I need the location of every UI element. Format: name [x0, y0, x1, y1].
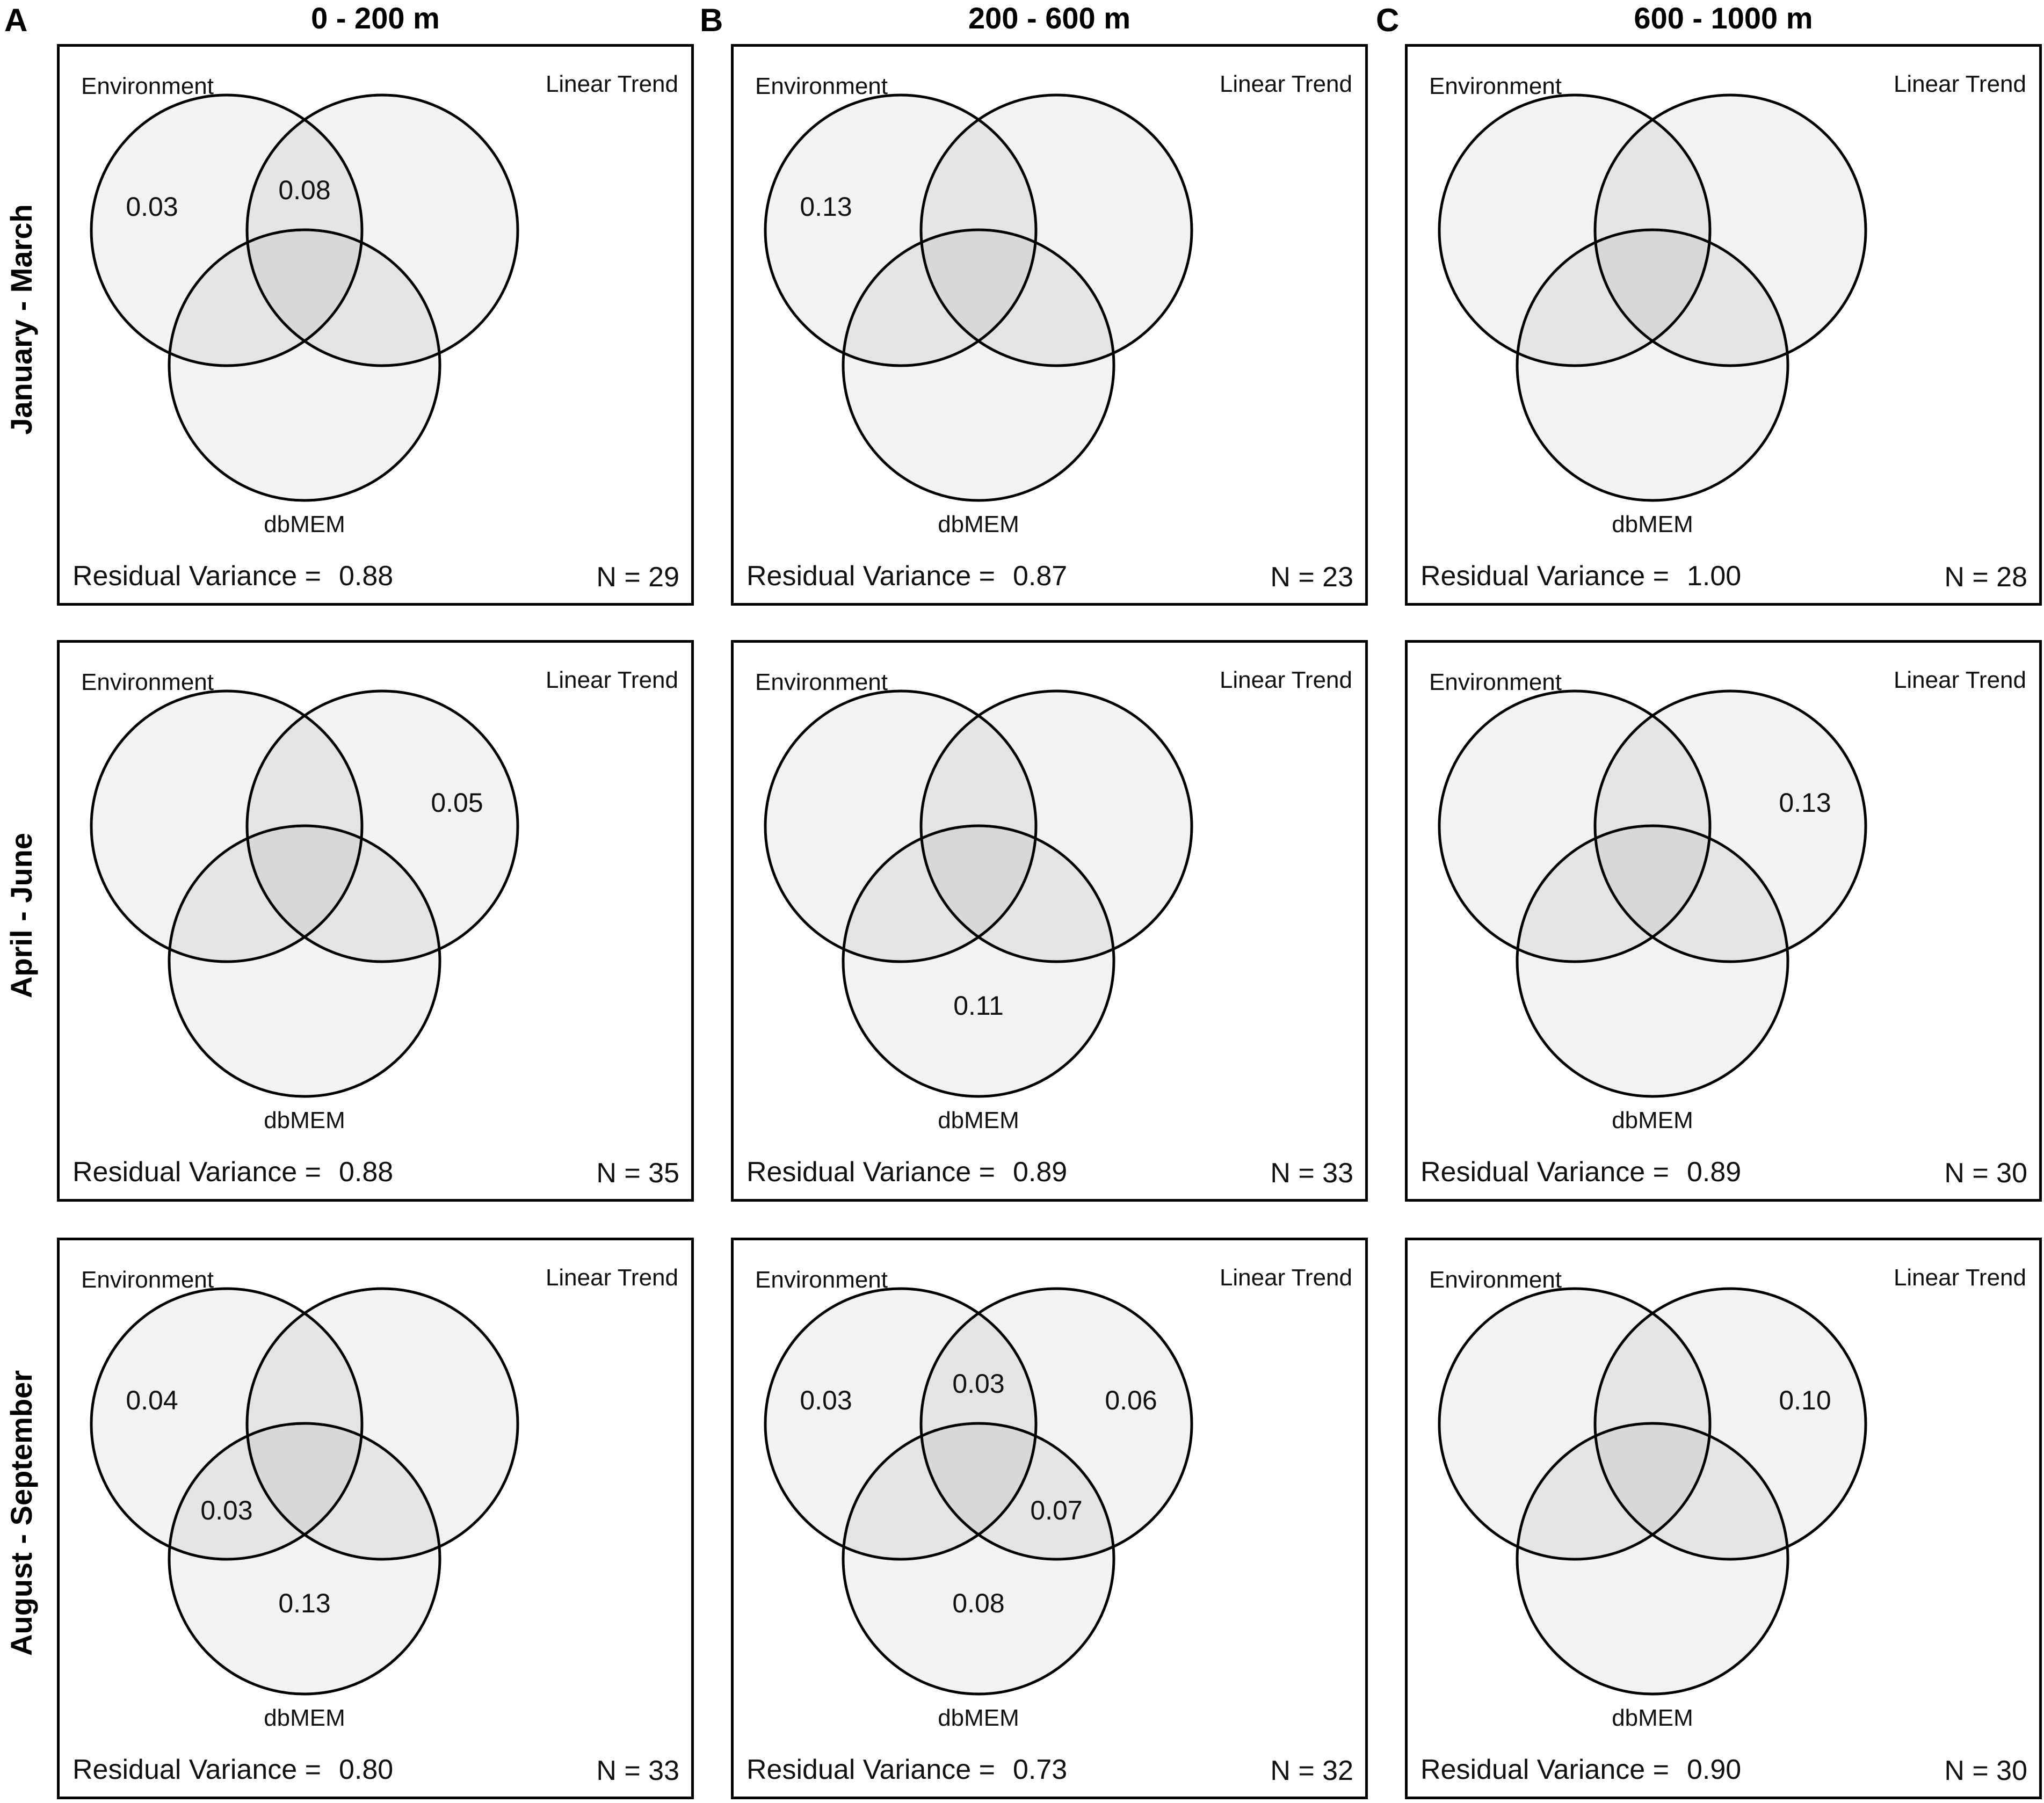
- residual-variance-label: Residual Variance =: [1420, 1157, 1669, 1188]
- dbmem-label: dbMEM: [938, 511, 1019, 537]
- venn-panel: [1405, 640, 2042, 1202]
- venn-panel: [731, 640, 1368, 1202]
- venn-panel: [57, 640, 694, 1202]
- residual-variance-label: Residual Variance =: [1420, 561, 1669, 592]
- region-value-env-only: 0.04: [126, 1385, 178, 1415]
- residual-variance-value: 0.88: [339, 561, 394, 592]
- venn-diagram: [60, 643, 697, 1204]
- dbmem-label: dbMEM: [264, 1705, 345, 1731]
- sample-size: N = 30: [1944, 1755, 2027, 1786]
- venn-diagram: [1408, 643, 2044, 1204]
- venn-panel: [57, 1238, 694, 1799]
- venn-panel: [1405, 44, 2042, 606]
- residual-variance-label: Residual Variance =: [746, 1157, 995, 1188]
- residual-variance-label: Residual Variance =: [73, 561, 321, 592]
- region-value-dbmem-only: 0.13: [278, 1588, 331, 1618]
- dbmem-label: dbMEM: [1612, 1107, 1693, 1133]
- region-value-trend-dbmem: 0.07: [1030, 1495, 1083, 1525]
- residual-variance-value: 0.73: [1013, 1754, 1068, 1785]
- venn-diagram: [734, 643, 1371, 1204]
- residual-variance-label: Residual Variance =: [1420, 1754, 1669, 1785]
- column-header: 200 - 600 m: [968, 1, 1130, 35]
- venn-panel: [731, 1238, 1368, 1799]
- panel-letter-c: C: [1376, 2, 1400, 38]
- venn-diagram: [734, 47, 1371, 608]
- linear-trend-label: Linear Trend: [1219, 71, 1352, 97]
- sample-size: N = 33: [596, 1755, 679, 1786]
- venn-panel: [57, 44, 694, 606]
- venn-diagram: [60, 47, 697, 608]
- region-value-env-only: 0.03: [800, 1385, 852, 1415]
- dbmem-label: dbMEM: [1612, 511, 1693, 537]
- sample-size: N = 32: [1270, 1755, 1353, 1786]
- sample-size: N = 29: [596, 562, 679, 593]
- residual-variance-label: Residual Variance =: [73, 1157, 321, 1188]
- sample-size: N = 30: [1944, 1158, 2027, 1189]
- environment-label: Environment: [755, 73, 888, 99]
- row-label: April - June: [4, 832, 38, 999]
- venn-diagram: [1408, 1240, 2044, 1802]
- residual-variance-value: 0.90: [1687, 1754, 1742, 1785]
- row-label: August - September: [4, 1370, 38, 1656]
- sample-size: N = 35: [596, 1158, 679, 1189]
- residual-variance-value: 0.89: [1013, 1157, 1068, 1188]
- linear-trend-label: Linear Trend: [545, 71, 678, 97]
- linear-trend-label: Linear Trend: [1219, 1264, 1352, 1291]
- region-value-env-trend: 0.08: [278, 175, 331, 205]
- residual-variance-label: Residual Variance =: [746, 561, 995, 592]
- residual-variance-label: Residual Variance =: [73, 1754, 321, 1785]
- column-header: 600 - 1000 m: [1634, 1, 1813, 35]
- linear-trend-label: Linear Trend: [545, 1264, 678, 1291]
- environment-label: Environment: [81, 669, 214, 695]
- region-value-env-trend: 0.03: [952, 1369, 1005, 1399]
- dbmem-label: dbMEM: [938, 1107, 1019, 1133]
- venn-panel: [731, 44, 1368, 606]
- dbmem-label: dbMEM: [264, 1107, 345, 1133]
- environment-label: Environment: [755, 669, 888, 695]
- region-value-env-only: 0.13: [800, 192, 852, 222]
- residual-variance-value: 0.89: [1687, 1157, 1742, 1188]
- venn-panel: [1405, 1238, 2042, 1799]
- venn-diagram: [1408, 47, 2044, 608]
- region-value-env-dbmem: 0.03: [200, 1495, 253, 1525]
- linear-trend-label: Linear Trend: [545, 667, 678, 693]
- environment-label: Environment: [1429, 1267, 1562, 1293]
- column-header: 0 - 200 m: [311, 1, 440, 35]
- panel-letter-b: B: [700, 2, 723, 38]
- region-value-trend-only: 0.05: [431, 788, 483, 818]
- linear-trend-label: Linear Trend: [1893, 1264, 2026, 1291]
- linear-trend-label: Linear Trend: [1893, 667, 2026, 693]
- venn-diagram: [60, 1240, 697, 1802]
- environment-label: Environment: [1429, 669, 1562, 695]
- residual-variance-value: 0.87: [1013, 561, 1068, 592]
- dbmem-label: dbMEM: [938, 1705, 1019, 1731]
- linear-trend-label: Linear Trend: [1893, 71, 2026, 97]
- panel-letter-a: A: [4, 2, 28, 38]
- region-value-dbmem-only: 0.11: [953, 991, 1004, 1021]
- sample-size: N = 23: [1270, 562, 1353, 593]
- region-value-dbmem-only: 0.08: [952, 1588, 1005, 1618]
- dbmem-label: dbMEM: [1612, 1705, 1693, 1731]
- sample-size: N = 28: [1944, 562, 2027, 593]
- environment-label: Environment: [755, 1267, 888, 1293]
- region-value-trend-only: 0.06: [1105, 1385, 1157, 1415]
- residual-variance-value: 1.00: [1687, 561, 1742, 592]
- region-value-env-only: 0.03: [126, 192, 178, 222]
- environment-label: Environment: [81, 73, 214, 99]
- environment-label: Environment: [81, 1267, 214, 1293]
- residual-variance-value: 0.88: [339, 1157, 394, 1188]
- residual-variance-label: Residual Variance =: [746, 1754, 995, 1785]
- dbmem-label: dbMEM: [264, 511, 345, 537]
- region-value-trend-only: 0.10: [1779, 1385, 1831, 1415]
- row-label: January - March: [4, 204, 38, 435]
- sample-size: N = 33: [1270, 1158, 1353, 1189]
- region-value-trend-only: 0.13: [1779, 788, 1831, 818]
- linear-trend-label: Linear Trend: [1219, 667, 1352, 693]
- residual-variance-value: 0.80: [339, 1754, 394, 1785]
- environment-label: Environment: [1429, 73, 1562, 99]
